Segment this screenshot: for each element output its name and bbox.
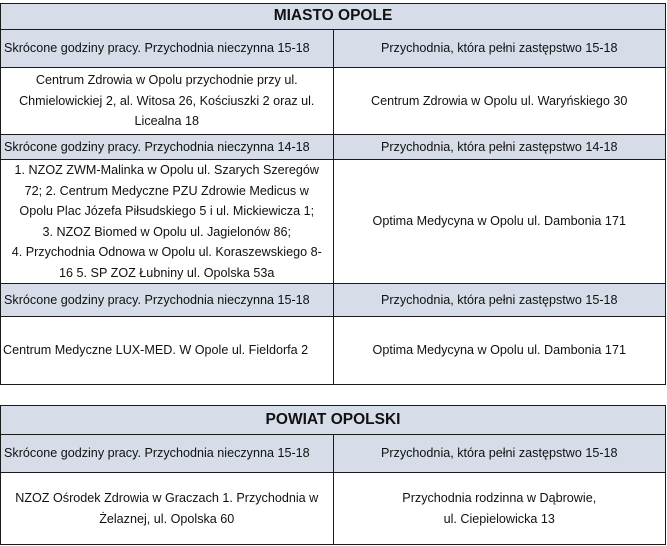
- city-header-3-substitute: Przychodnia, która pełni zastępstwo 15-18: [333, 284, 666, 317]
- substitute-line: ul. Ciepielowicka 13: [443, 511, 555, 526]
- county-row-1-substitute-clinic: [333, 473, 666, 545]
- city-row-2-closed-clinics: [1, 160, 334, 284]
- county-section-title: POWIAT OPOLSKI: [1, 406, 666, 435]
- city-row-3-closed-clinic: Centrum Medyczne LUX-MED. W Opole ul. Fieldorfa 2: [1, 317, 334, 385]
- section-spacer: [0, 386, 666, 405]
- city-opole-table: [0, 3, 666, 385]
- substitute-line: Przychodnia rodzinna w Dąbrowie,: [402, 491, 597, 505]
- clinic-line: 1. NZOZ ZWM-Malinka w Opolu ul. Szarych Szeregów: [14, 163, 319, 177]
- city-header-2-substitute: Przychodnia, która pełni zastępstwo 14-18: [333, 135, 666, 160]
- county-opolski-table: [0, 405, 666, 545]
- county-header-1-substitute: Przychodnia, która pełni zastępstwo 15-18: [333, 435, 666, 473]
- clinic-line: 72; 2. Centrum Medyczne PZU Zdrowie Medicus w: [24, 183, 309, 198]
- county-row-1-closed-clinic: NZOZ Ośrodek Zdrowia w Graczach 1. Przychodnia w Żelaznej, ul. Opolska 60: [1, 473, 334, 545]
- city-row-1-substitute-clinic: Centrum Zdrowia w Opolu ul. Waryńskiego 30: [333, 68, 666, 135]
- city-header-2-closed-hours: Skrócone godziny pracy. Przychodnia nieczynna 14-18: [1, 135, 334, 160]
- city-header-1-substitute: Przychodnia, która pełni zastępstwo 15-18: [333, 30, 666, 68]
- city-row-2-substitute-clinic: Optima Medycyna w Opolu ul. Dambonia 171: [333, 160, 666, 284]
- clinic-line: Opolu Plac Józefa Piłsudskiego 5 i ul. Mickiewicza 1;: [19, 204, 315, 218]
- clinic-line: 3. NZOZ Biomed w Opolu ul. Jagielonów 86;: [42, 224, 291, 239]
- clinic-line: 4. Przychodnia Odnowa w Opolu ul. Koraszewskiego 8-: [11, 245, 322, 259]
- city-section-title: MIASTO OPOLE: [1, 4, 666, 30]
- county-header-1-closed-hours: Skrócone godziny pracy. Przychodnia nieczynna 15-18: [1, 435, 334, 473]
- clinic-line: 16 5. SP ZOZ Łubniny ul. Opolska 53a: [59, 265, 275, 280]
- city-row-3-substitute-clinic: Optima Medycyna w Opolu ul. Dambonia 171: [333, 317, 666, 385]
- city-header-1-closed-hours: Skrócone godziny pracy. Przychodnia nieczynna 15-18: [1, 30, 334, 68]
- city-row-1-closed-clinics: Centrum Zdrowia w Opolu przychodnie przy ul. Chmielowickiej 2, al. Witosa 26, Kościuszki 2 oraz ul. Licealna 18: [1, 68, 334, 135]
- city-header-3-closed-hours: Skrócone godziny pracy. Przychodnia nieczynna 15-18: [1, 284, 334, 317]
